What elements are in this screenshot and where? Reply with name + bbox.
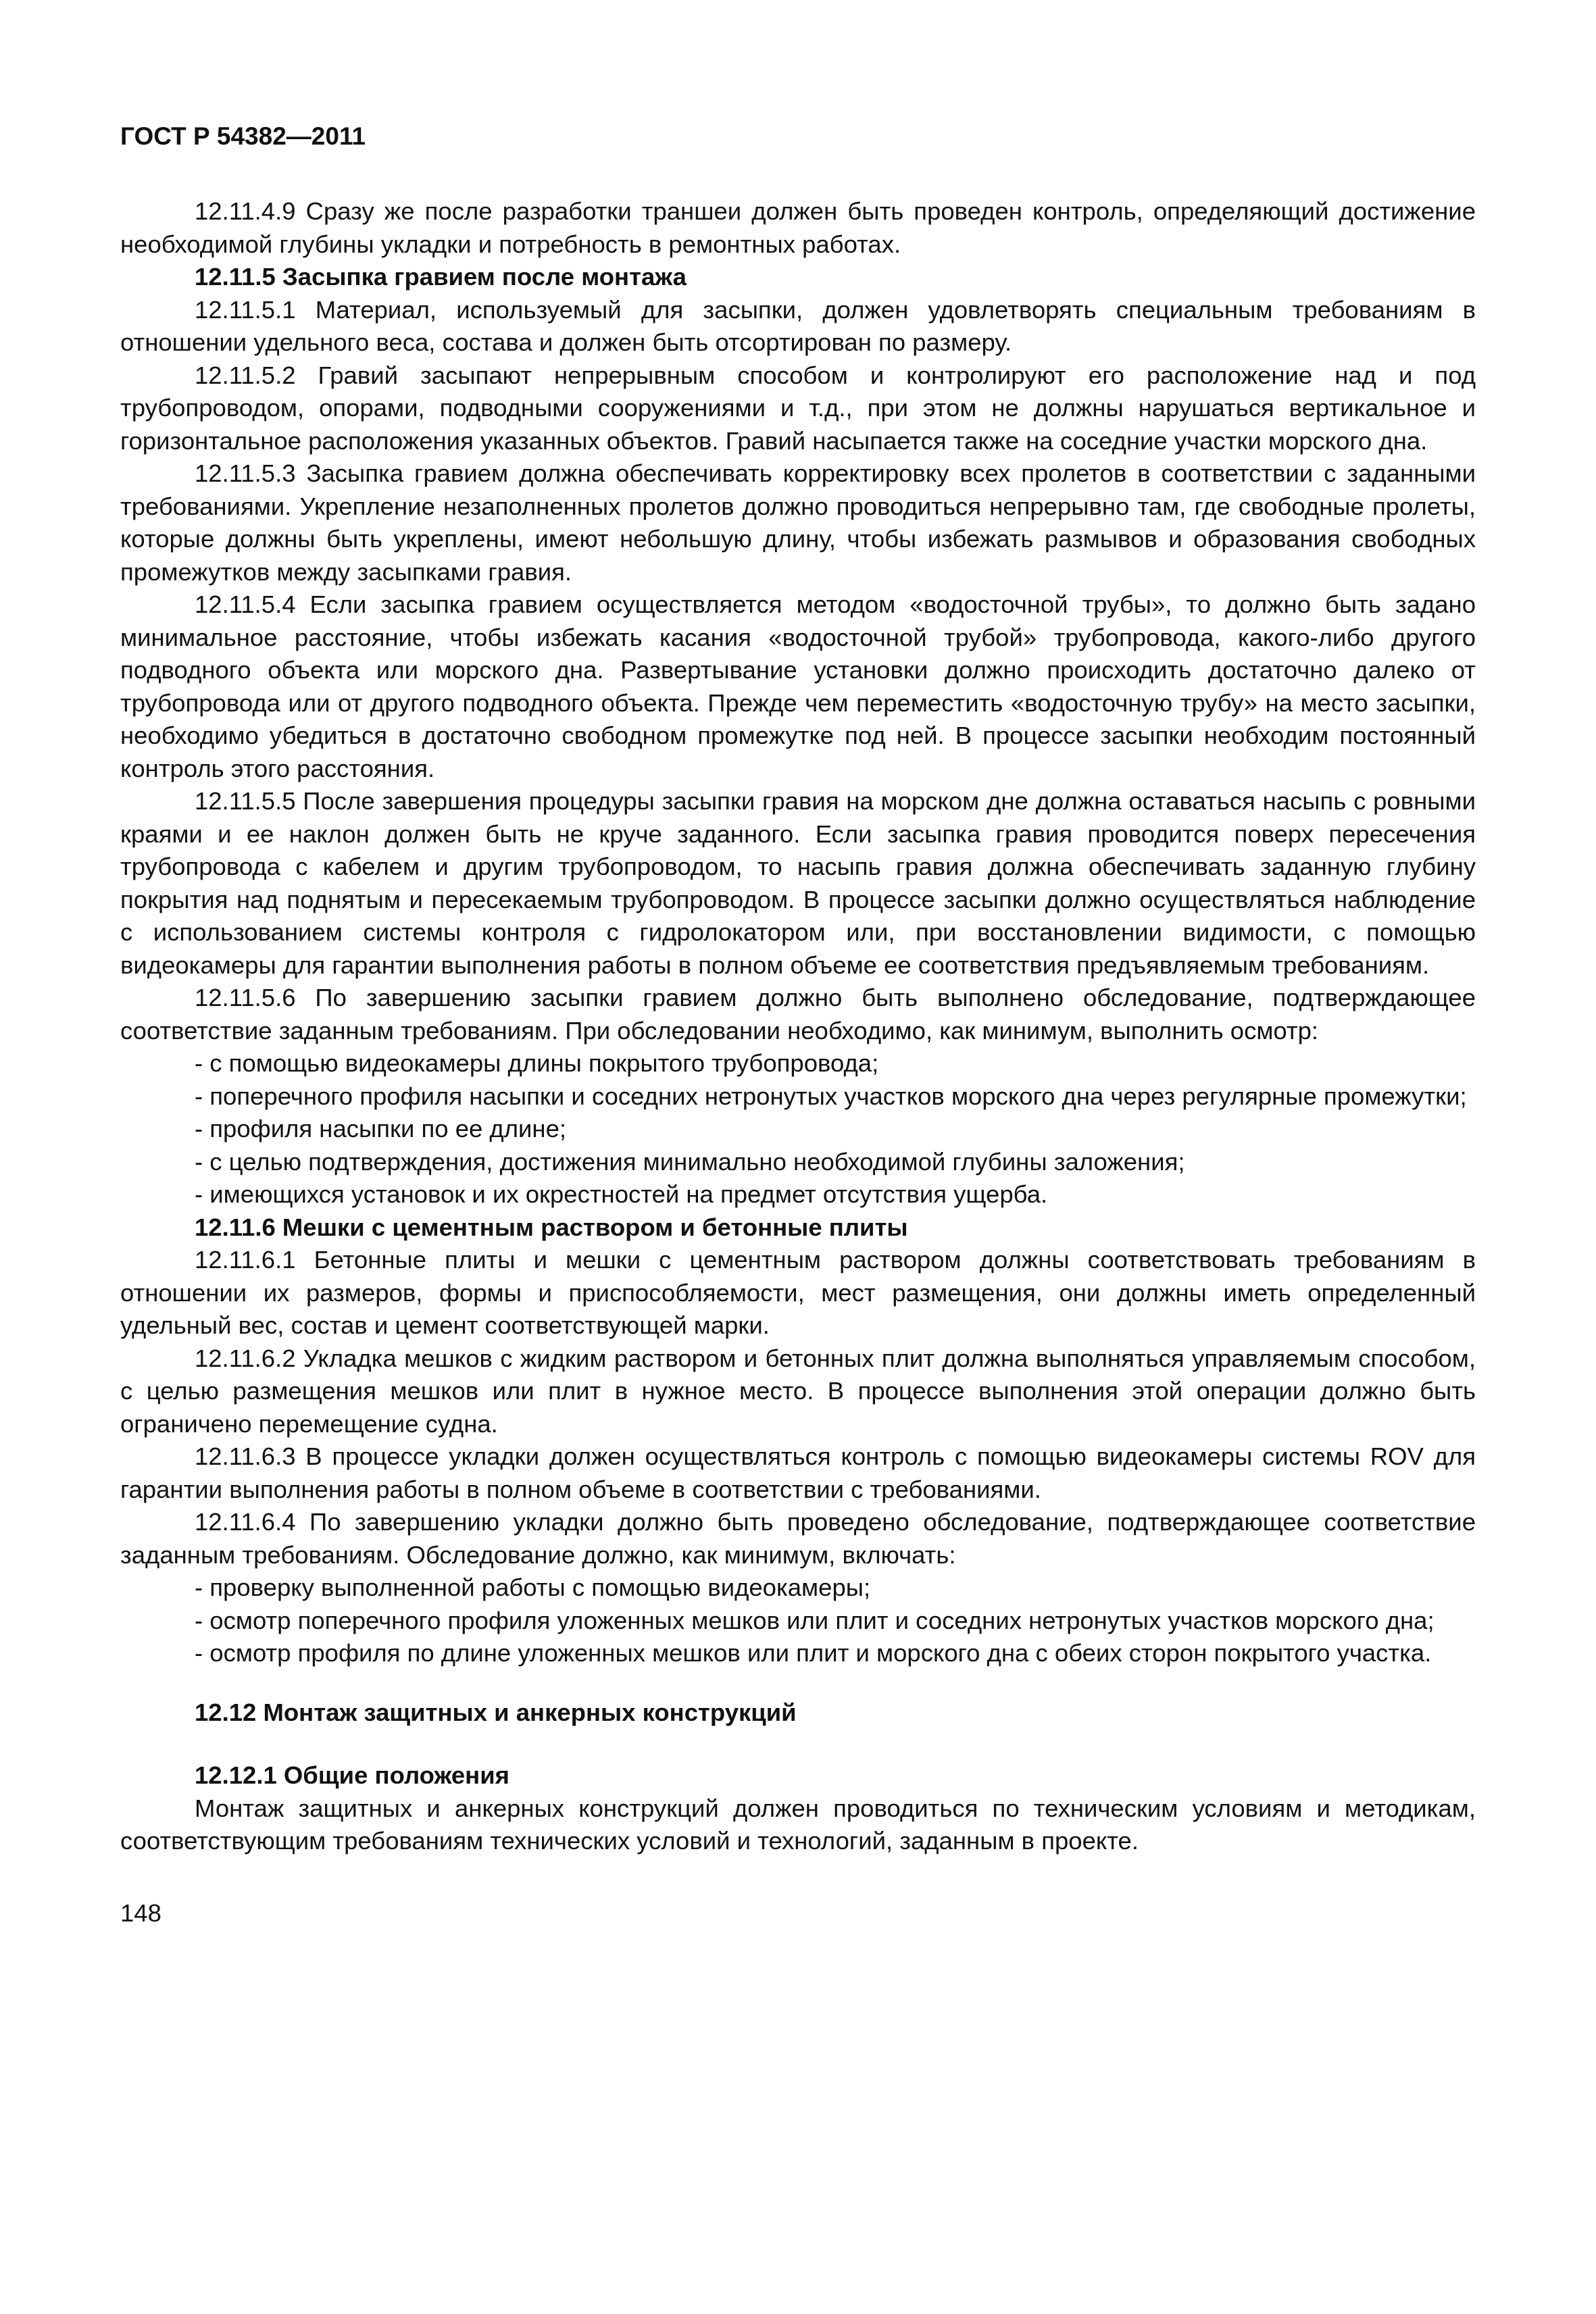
list-item: - с помощью видеокамеры длины покрытого трубопровода; xyxy=(195,1049,879,1077)
document-header: ГОСТ Р 54382—2011 xyxy=(120,122,366,150)
list-item: - поперечного профиля насыпки и соседних нетронутых участков морского дна через регулярные промежутки; xyxy=(195,1082,1467,1110)
paragraph-12-11-5-1: 12.11.5.1 Материал, используемый для засыпки, должен удовлетворять специальным требованиям в отношении удельного веса, состава и должен быть отсортирован по размеру. xyxy=(120,295,1476,356)
paragraph-12-11-5-2: 12.11.5.2 Гравий засыпают непрерывным способом и контролируют его расположение над и под трубопроводом, опорами, подводными сооружениями и т.д., при этом не должны нарушаться вертикальное и горизонтальное расположения указанных объектов. Гравий насыпается также на соседние участки морского дна. xyxy=(120,361,1476,455)
heading-12-12-1: 12.12.1 Общие положения xyxy=(195,1761,509,1789)
paragraph-12-12-1: Монтаж защитных и анкерных конструкций должен проводиться по техническим условиям и методикам, соответствующим требованиям технических условий и технологий, заданным в проекте. xyxy=(120,1794,1476,1855)
document-page xyxy=(120,120,1476,1930)
heading-12-12: 12.12 Монтаж защитных и анкерных конструкций xyxy=(195,1698,797,1726)
list-item: - осмотр профиля по длине уложенных мешков или плит и морского дна с обеих сторон покрытого участка. xyxy=(195,1639,1432,1667)
heading-12-11-6: 12.11.6 Мешки с цементным раствором и бетонные плиты xyxy=(195,1213,908,1241)
paragraph-12-11-5-4: 12.11.5.4 Если засыпка гравием осуществляется методом «водосточной трубы», то должно быть задано минимальное расстояние, чтобы избежать касания «водосточной трубой» трубопровода, какого-либо другого подводного объекта или морского дна. Развертывание установки должно происходить достаточно далеко от трубопровода или от другого подводного объекта. Прежде чем переместить «водосточную трубу» на место засыпки, необходимо убедиться в достаточно свободном промежутке под ней. В процессе засыпки необходим постоянный контроль этого расстояния. xyxy=(120,590,1476,782)
document-body xyxy=(120,195,1476,1858)
paragraph-12-11-6-4: 12.11.6.4 По завершению укладки должно быть проведено обследование, подтверждающее соответствие заданным требованиям. Обследование должно, как минимум, включать: xyxy=(120,1508,1476,1569)
paragraph-12-11-5-5: 12.11.5.5 После завершения процедуры засыпки гравия на морском дне должна оставаться насыпь с ровными краями и ее наклон должен быть не круче заданного. Если засыпка гравия проводится поверх пересечения трубопровода с кабелем и другим трубопроводом, то насыпь гравия должна обеспечивать заданную глубину покрытия над поднятым и пересекаемым трубопроводом. В процессе засыпки должно осуществляться наблюдение с использованием системы контроля с гидролокатором или, при восстановлении видимости, с помощью видеокамеры для гарантии выполнения работы в полном объеме ее соответствия предъявляемым требованиям. xyxy=(120,787,1476,979)
page-number: 148 xyxy=(120,1898,161,1927)
list-item: - с целью подтверждения, достижения минимально необходимой глубины заложения; xyxy=(195,1147,1185,1176)
paragraph-12-11-4-9: 12.11.4.9 Сразу же после разработки траншеи должен быть проведен контроль, определяющий достижение необходимой глубины укладки и потребность в ремонтных работах. xyxy=(120,197,1476,258)
list-item: - профиля насыпки по ее длине; xyxy=(195,1115,567,1142)
paragraph-12-11-6-3: 12.11.6.3 В процессе укладки должен осуществляться контроль с помощью видеокамеры системы ROV для гарантии выполнения работы в полном объеме в соответствии с требованиями. xyxy=(120,1442,1476,1503)
paragraph-12-11-5-6: 12.11.5.6 По завершению засыпки гравием должно быть выполнено обследование, подтверждающее соответствие заданным требованиям. При обследовании необходимо, как минимум, выполнить осмотр: xyxy=(120,984,1476,1045)
paragraph-12-11-6-1: 12.11.6.1 Бетонные плиты и мешки с цементным раствором должны соответствовать требованиям в отношении их размеров, формы и приспособляемости, мест размещения, они должны иметь определенный удельный вес, состав и цемент соответствующей марки. xyxy=(120,1246,1476,1339)
paragraph-12-11-6-2: 12.11.6.2 Укладка мешков с жидким раствором и бетонных плит должна выполняться управляемым способом, с целью размещения мешков или плит в нужное место. В процессе выполнения этой операции должно быть ограничено перемещение судна. xyxy=(120,1344,1476,1438)
paragraph-12-11-5-3: 12.11.5.3 Засыпка гравием должна обеспечивать корректировку всех пролетов в соответствии с заданными требованиями. Укрепление незаполненных пролетов должно проводиться непрерывно там, где свободные пролеты, которые должны быть укреплены, имеют небольшую длину, чтобы избежать размывов и образования свободных промежутков между засыпками гравия. xyxy=(120,459,1476,586)
list-item: - осмотр поперечного профиля уложенных мешков или плит и соседних нетронутых участков морского дна; xyxy=(195,1606,1435,1634)
list-item: - проверку выполненной работы с помощью видеокамеры; xyxy=(195,1574,871,1601)
heading-12-11-5: 12.11.5 Засыпка гравием после монтажа xyxy=(195,263,687,291)
list-item: - имеющихся установок и их окрестностей на предмет отсутствия ущерба. xyxy=(195,1180,1048,1208)
